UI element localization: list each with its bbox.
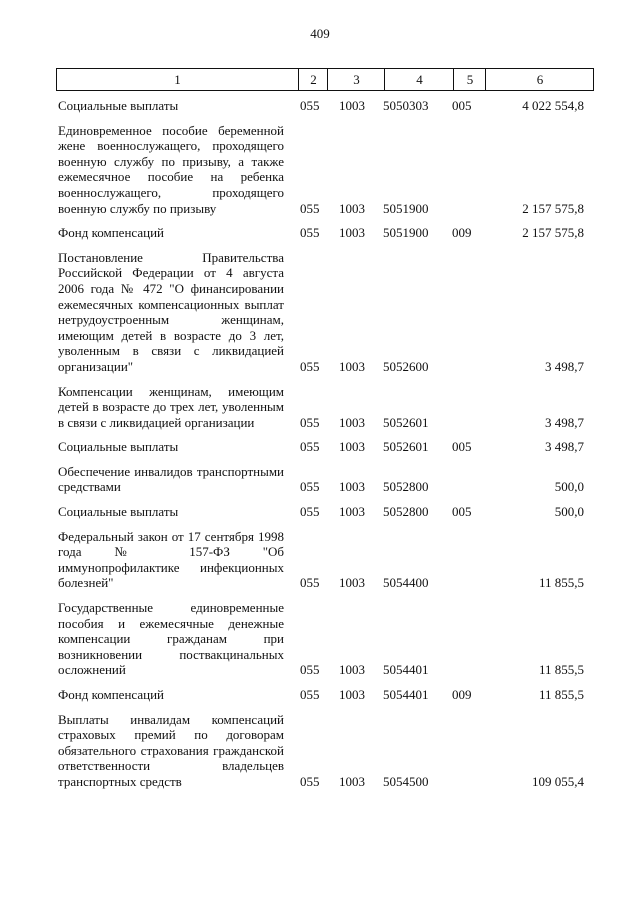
row-description: Обеспечение инвалидов транспортными средствами [58, 463, 284, 495]
row-code-4: 5050303 [383, 98, 429, 113]
row-code-2: 055 [300, 358, 320, 374]
row-code-2: 055 [300, 439, 320, 455]
table-row [0, 439, 640, 455]
row-code-2: 055 [300, 98, 320, 113]
row-code-3: 1003 [339, 439, 365, 455]
table-row [0, 123, 640, 217]
row-amount: 11 855,5 [538, 662, 584, 678]
row-code-2: 055 [300, 479, 320, 495]
row-description: Фонд компенсаций [58, 687, 164, 702]
table-row [0, 384, 640, 431]
row-code-2: 055 [300, 687, 320, 702]
row-code-3: 1003 [339, 773, 365, 789]
row-code-4: 5051900 [383, 200, 429, 216]
row-amount: 3 498,7 [545, 358, 584, 374]
row-code-3: 1003 [339, 98, 365, 113]
row-description: Федеральный закон от 17 сентября 1998 года № 157-ФЗ "Об иммунопрофилактике инфекционных болезней" [58, 528, 284, 591]
table-body [0, 95, 640, 790]
row-code-3: 1003 [339, 479, 365, 495]
row-amount: 3 498,7 [545, 414, 584, 430]
row-amount: 11 855,5 [538, 687, 584, 702]
header-col-4: 4 [384, 69, 454, 90]
row-code-2: 055 [300, 504, 320, 520]
row-code-5: 005 [452, 98, 472, 113]
row-code-3: 1003 [339, 504, 365, 520]
row-code-3: 1003 [339, 225, 365, 241]
table-row [0, 98, 640, 114]
row-code-5: 005 [452, 439, 472, 455]
row-amount: 2 157 575,8 [522, 200, 584, 216]
row-amount: 500,0 [554, 504, 584, 520]
row-amount: 3 498,7 [545, 439, 584, 455]
table-row [0, 600, 640, 678]
row-code-4: 5051900 [383, 225, 429, 241]
table-row [0, 225, 640, 241]
row-code-5: 005 [452, 504, 472, 520]
row-amount: 109 055,4 [532, 773, 584, 789]
row-code-3: 1003 [339, 575, 365, 591]
header-col-1: 1 [174, 72, 181, 87]
row-description: Социальные выплаты [58, 439, 179, 455]
table-row [0, 250, 640, 375]
row-amount: 500,0 [554, 479, 584, 495]
table-header [56, 68, 594, 91]
row-description: Постановление Правительства Российской Федерации от 4 августа 2006 года № 472 "О финансировании ежемесячных компенсационных выплат нетрудоустроенным женщинам, имеющим детей в возрасте до 3 лет, уволенным в связи с ликвидацией организации" [58, 249, 284, 374]
table-row [0, 687, 640, 703]
row-description: Социальные выплаты [58, 98, 179, 113]
row-description: Выплаты инвалидам компенсаций страховых премий по договорам обязательного страхования гражданской ответственности владельцев транспортных средств [58, 711, 284, 789]
header-col-2: 2 [298, 69, 328, 90]
row-amount: 2 157 575,8 [522, 225, 584, 241]
row-code-4: 5052601 [383, 439, 429, 455]
table-row [0, 712, 640, 790]
row-code-4: 5052600 [383, 358, 429, 374]
row-code-4: 5052800 [383, 504, 429, 520]
row-code-4: 5054400 [383, 575, 429, 591]
row-code-5: 009 [452, 687, 472, 702]
row-code-2: 055 [300, 662, 320, 678]
row-code-2: 055 [300, 414, 320, 430]
row-code-4: 5054401 [383, 662, 429, 678]
row-amount: 4 022 554,8 [522, 98, 584, 113]
row-code-3: 1003 [339, 200, 365, 216]
row-description: Социальные выплаты [58, 504, 179, 520]
row-code-3: 1003 [339, 358, 365, 374]
row-code-2: 055 [300, 773, 320, 789]
header-col-5: 5 [453, 69, 486, 90]
header-col-6: 6 [485, 69, 594, 90]
row-description: Фонд компенсаций [58, 225, 164, 241]
page-number: 409 [310, 26, 330, 41]
table-row [0, 529, 640, 591]
row-code-2: 055 [300, 575, 320, 591]
row-code-3: 1003 [339, 687, 365, 702]
row-description: Государственные единовременные пособия и ежемесячные денежные компенсации гражданам при возникновении поствакцинальных осложнений [58, 600, 284, 678]
row-code-2: 055 [300, 225, 320, 241]
table-row [0, 464, 640, 495]
row-amount: 11 855,5 [538, 575, 584, 591]
row-description: Компенсации женщинам, имеющим детей в возрасте до трех лет, уволенным в связи с ликвидацией организации [58, 383, 284, 430]
row-code-4: 5052601 [383, 414, 429, 430]
header-col-3: 3 [327, 69, 385, 90]
row-code-4: 5052800 [383, 479, 429, 495]
table-row [0, 504, 640, 520]
row-code-4: 5054500 [383, 773, 429, 789]
row-code-5: 009 [452, 225, 472, 241]
row-code-4: 5054401 [383, 687, 429, 702]
row-code-3: 1003 [339, 662, 365, 678]
row-code-3: 1003 [339, 414, 365, 430]
row-code-2: 055 [300, 200, 320, 216]
row-description: Единовременное пособие беременной жене военнослужащего, проходящего военную службу по призыву, а также ежемесячное пособие на ребенка военнослужащего, проходящего военную службу по призыву [58, 122, 284, 216]
